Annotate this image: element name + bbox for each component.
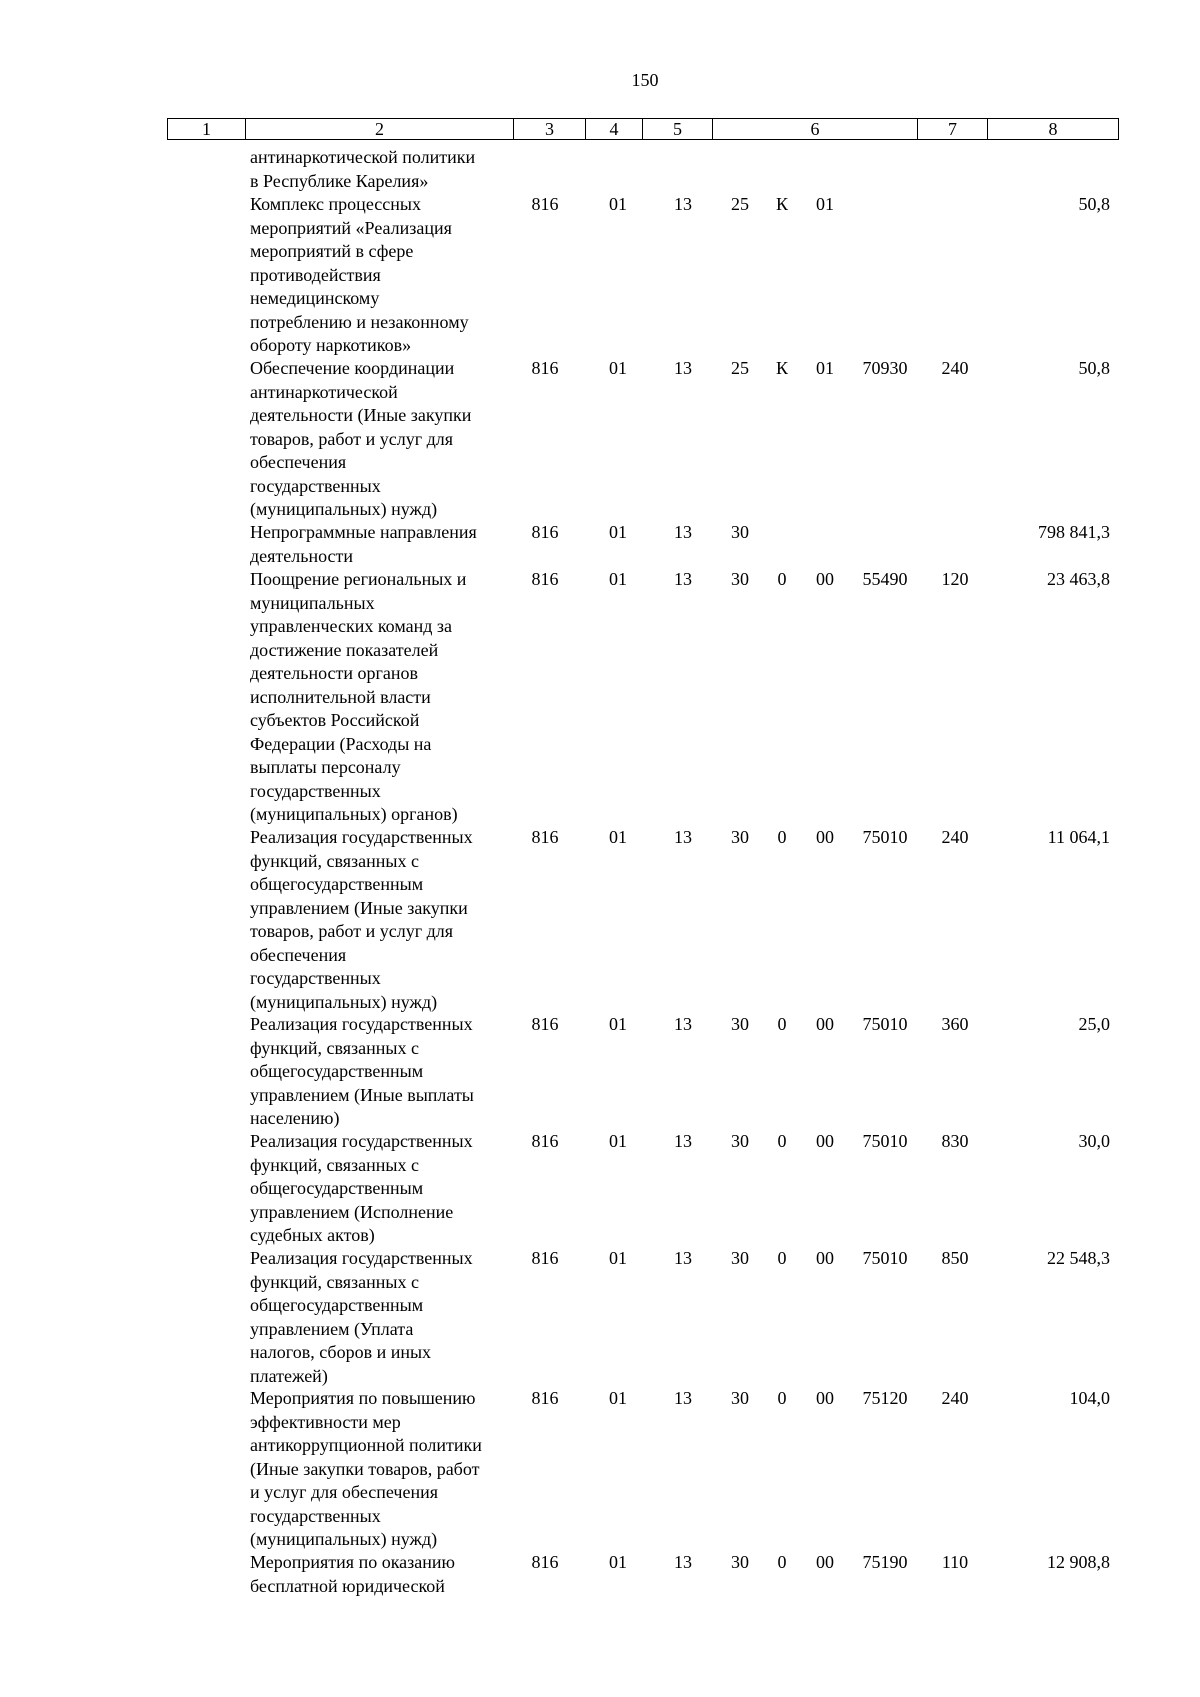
row-col-3: 816 — [531, 1248, 559, 1268]
row-col-3: 816 — [531, 1552, 559, 1572]
row-col-6c: 00 — [816, 1388, 834, 1408]
header-col-5: 5 — [642, 118, 712, 140]
row-col-5: 13 — [674, 522, 692, 542]
header-col-2: 2 — [245, 118, 513, 140]
row-col-6a: 25 — [731, 358, 749, 378]
row-col-6d: 75010 — [862, 1248, 908, 1268]
row-col-6d: 75010 — [862, 827, 908, 847]
row-col-6a: 30 — [731, 1014, 749, 1034]
page-number: 150 — [631, 70, 659, 90]
row-col-7: 360 — [941, 1014, 969, 1034]
row-col-6d: 75120 — [862, 1388, 908, 1408]
row-col-6b: 0 — [777, 1552, 787, 1572]
row-col-7: 830 — [941, 1131, 969, 1151]
row-col-6a: 30 — [731, 827, 749, 847]
row-col-6c: 00 — [816, 1131, 834, 1151]
row-col-8: 22 548,3 — [1047, 1248, 1110, 1268]
row-col-5: 13 — [674, 194, 692, 214]
row-col-5: 13 — [674, 1552, 692, 1572]
row-col-6c: 00 — [816, 569, 834, 589]
row-col-5: 13 — [674, 569, 692, 589]
header-col-7: 7 — [917, 118, 987, 140]
row-col-6d: 75010 — [862, 1131, 908, 1151]
row-name: Реализация государственных функций, связанных с общегосударственным управлением (Исполнение судебных актов) — [250, 1131, 473, 1245]
row-col-3: 816 — [531, 1131, 559, 1151]
row-col-6b: К — [775, 358, 788, 378]
row-col-4: 01 — [609, 827, 627, 847]
row-name: Мероприятия по оказанию бесплатной юридической — [250, 1552, 455, 1596]
row-col-6c: 01 — [816, 358, 834, 378]
row-col-5: 13 — [674, 1388, 692, 1408]
row-col-6d: 75010 — [862, 1014, 908, 1034]
row-col-6c: 01 — [816, 194, 834, 214]
row-col-6a: 30 — [731, 569, 749, 589]
row-col-7: 120 — [941, 569, 969, 589]
row-col-8: 104,0 — [1069, 1388, 1110, 1408]
row-col-5: 13 — [674, 827, 692, 847]
row-name: Реализация государственных функций, связанных с общегосударственным управлением (Иные закупки товаров, работ и услуг для обеспечения государственных (муниципальных) нужд) — [250, 827, 473, 1012]
row-col-6a: 30 — [731, 1131, 749, 1151]
row-col-8: 23 463,8 — [1047, 569, 1110, 589]
row-col-7: 240 — [941, 1388, 969, 1408]
row-col-7: 240 — [941, 827, 969, 847]
row-col-6d: 75190 — [862, 1552, 908, 1572]
row-col-8: 798 841,3 — [1038, 522, 1110, 542]
row-col-6a: 30 — [731, 1388, 749, 1408]
row-col-3: 816 — [531, 522, 559, 542]
header-col-4: 4 — [585, 118, 642, 140]
row-col-6d: 70930 — [862, 358, 908, 378]
row-col-6b: 0 — [777, 1388, 787, 1408]
row-col-4: 01 — [609, 569, 627, 589]
row-col-6b: 0 — [777, 1014, 787, 1034]
header-col-3: 3 — [513, 118, 585, 140]
row-col-4: 01 — [609, 1552, 627, 1572]
row-col-5: 13 — [674, 358, 692, 378]
row-col-6b: 0 — [777, 827, 787, 847]
row-col-6b: 0 — [777, 1248, 787, 1268]
row-col-6a: 30 — [731, 1552, 749, 1572]
row-col-6b: 0 — [777, 1131, 787, 1151]
row-col-6c: 00 — [816, 1014, 834, 1034]
row-col-4: 01 — [609, 1388, 627, 1408]
row-name: антинаркотической политики в Республике Карелия» — [250, 147, 476, 191]
row-col-3: 816 — [531, 358, 559, 378]
row-col-6a: 30 — [731, 522, 749, 542]
row-col-3: 816 — [531, 194, 559, 214]
row-col-7: 850 — [941, 1248, 969, 1268]
row-col-8: 30,0 — [1078, 1131, 1110, 1151]
row-col-3: 816 — [531, 1388, 559, 1408]
row-col-6c: 00 — [816, 1552, 834, 1572]
row-col-6a: 25 — [731, 194, 749, 214]
row-col-6c: 00 — [816, 827, 834, 847]
row-col-4: 01 — [609, 1014, 627, 1034]
header-col-8: 8 — [987, 118, 1119, 140]
row-name: Обеспечение координации антинаркотической деятельности (Иные закупки товаров, работ и услуг для обеспечения государственных (муниципальных) нужд) — [250, 358, 472, 519]
row-col-8: 11 064,1 — [1047, 827, 1110, 847]
row-col-8: 12 908,8 — [1047, 1552, 1110, 1572]
row-name: Комплекс процессных мероприятий «Реализация мероприятий в сфере противодействия немедицинскому потреблению и незаконному обороту наркотиков» — [250, 194, 469, 355]
row-name: Реализация государственных функций, связанных с общегосударственным управлением (Иные выплаты населению) — [250, 1014, 474, 1128]
row-col-3: 816 — [531, 569, 559, 589]
row-col-4: 01 — [609, 522, 627, 542]
row-name: Реализация государственных функций, связанных с общегосударственным управлением (Уплата налогов, сборов и иных платежей) — [250, 1248, 473, 1386]
row-col-5: 13 — [674, 1131, 692, 1151]
row-name: Мероприятия по повышению эффективности мер антикоррупционной политики (Иные закупки товаров, работ и услуг для обеспечения государственных (муниципальных) нужд) — [250, 1388, 482, 1549]
row-col-6a: 30 — [731, 1248, 749, 1268]
row-col-7: 240 — [941, 358, 969, 378]
row-col-4: 01 — [609, 1131, 627, 1151]
row-col-5: 13 — [674, 1248, 692, 1268]
row-col-4: 01 — [609, 194, 627, 214]
row-col-8: 50,8 — [1078, 194, 1110, 214]
row-col-6d: 55490 — [862, 569, 908, 589]
row-name: Непрограммные направления деятельности — [250, 522, 477, 566]
row-col-5: 13 — [674, 1014, 692, 1034]
header-col-1: 1 — [167, 118, 245, 140]
header-col-6: 6 — [712, 118, 917, 140]
row-col-3: 816 — [531, 827, 559, 847]
row-col-7: 110 — [941, 1552, 969, 1572]
row-col-8: 50,8 — [1078, 358, 1110, 378]
row-col-4: 01 — [609, 358, 627, 378]
row-col-6b: К — [775, 194, 788, 214]
row-col-6b: 0 — [777, 569, 787, 589]
row-col-4: 01 — [609, 1248, 627, 1268]
row-col-6c: 00 — [816, 1248, 834, 1268]
row-col-3: 816 — [531, 1014, 559, 1034]
row-name: Поощрение региональных и муниципальных управленческих команд за достижение показателей деятельности органов исполнительной власти субъектов Российской Федерации (Расходы на выплаты персоналу государственных (муниципальных) органов) — [250, 569, 467, 824]
row-col-8: 25,0 — [1078, 1014, 1110, 1034]
